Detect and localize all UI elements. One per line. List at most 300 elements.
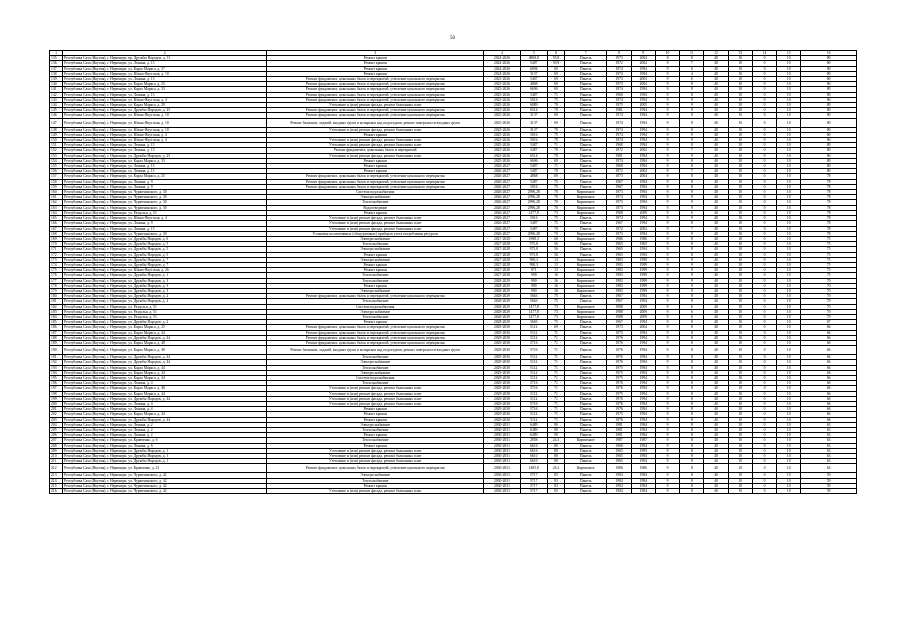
work-type-cell: Теплоснабжение (267, 200, 484, 205)
col-12-cell: 40 (704, 138, 728, 143)
col-13-cell: 10 (728, 381, 752, 386)
material-cell: Панель (565, 325, 607, 330)
score-cell: 66 (801, 340, 857, 345)
col-11-cell: 8 (680, 87, 704, 92)
period-cell: 2025-2026 (484, 153, 520, 158)
col-15-cell: 10 (777, 459, 801, 464)
row-number: 137 (50, 66, 63, 71)
work-type-cell: Ремонт крыши (267, 252, 484, 257)
wear-cell: 69 (547, 71, 564, 76)
build-year-cell: 1973 (607, 325, 631, 330)
col-12-cell: 40 (704, 118, 728, 127)
address-cell: Республика Саха (Якутия), г. Нерюнгри, ул. Южно-Якутская, д. 10 (63, 113, 267, 118)
col-15-cell: 10 (777, 158, 801, 163)
row-number: 140 (50, 82, 63, 87)
col-12-cell: 40 (704, 195, 728, 200)
column-number-cell: 15 (777, 51, 801, 56)
col-10-cell: 9 (655, 355, 679, 360)
col-11-cell: 8 (680, 391, 704, 396)
build-year-cell: 1981 (607, 153, 631, 158)
col-11-cell: 9 (680, 138, 704, 143)
col-12-cell: 40 (704, 335, 728, 340)
address-cell: Республика Саха (Якутия), г. Нерюнгри, ул. Чурапчинского, д. 42 (63, 473, 267, 478)
build-year-cell: 1973 (607, 77, 631, 82)
material-cell: Панель (565, 473, 607, 478)
build-year-cell: 1981 (607, 433, 631, 438)
build-year-cell: 1975 (607, 365, 631, 370)
col-13-cell: 10 (728, 138, 752, 143)
work-type-cell: Теплоснабжение (267, 428, 484, 433)
material-cell: Кирпичное (565, 464, 607, 473)
work-type-cell: Теплоснабжение (267, 365, 484, 370)
col-11-cell: 9 (680, 153, 704, 158)
last-repair-cell: 2009 (631, 314, 655, 319)
material-cell: Панель (565, 179, 607, 184)
work-type-cell: Теплоснабжение (267, 355, 484, 360)
area-cell: 1485,8 (520, 464, 547, 473)
last-repair-cell: 1987 (631, 438, 655, 443)
build-year-cell: 1974 (607, 66, 631, 71)
row-number: 176 (50, 273, 63, 278)
col-14-cell: 0 (752, 478, 776, 483)
address-cell: Республика Саха (Якутия), г. Нерюнгри, ул. Дружбы Народов, д. 2 (63, 299, 267, 304)
last-repair-cell: 1994 (631, 179, 655, 184)
col-14-cell: 0 (752, 396, 776, 401)
col-14-cell: 0 (752, 314, 776, 319)
area-cell: 990 (520, 283, 547, 288)
period-cell: 2025-2026 (484, 132, 520, 137)
address-cell: Республика Саха (Якутия), г. Нерюнгри, ул. Чурапчинского, д. 42 (63, 489, 267, 494)
last-repair-cell: 1994 (631, 132, 655, 137)
col-13-cell: 10 (728, 365, 752, 370)
build-year-cell: 1967 (607, 184, 631, 189)
col-13-cell: 10 (728, 443, 752, 448)
score-cell: 70 (801, 309, 857, 314)
period-cell: 2028-2029 (484, 320, 520, 325)
material-cell: Панель (565, 247, 607, 252)
last-repair-cell: 1994 (631, 402, 655, 407)
build-year-cell: 1973 (607, 56, 631, 61)
col-15-cell: 10 (777, 242, 801, 247)
col-10-cell: 9 (655, 386, 679, 391)
col-14-cell: 0 (752, 138, 776, 143)
material-cell: Кирпичное (565, 268, 607, 273)
col-10-cell: 9 (655, 335, 679, 340)
col-14-cell: 0 (752, 195, 776, 200)
col-11-cell: 8 (680, 473, 704, 478)
area-cell: 5112 (520, 391, 547, 396)
build-year-cell: 1972 (607, 226, 631, 231)
row-number: 196 (50, 381, 63, 386)
col-10-cell: 9 (655, 283, 679, 288)
work-type-cell: Теплоснабжение (267, 478, 484, 483)
material-cell: Панель (565, 77, 607, 82)
col-15-cell: 10 (777, 325, 801, 330)
wear-cell: 70 (547, 190, 564, 195)
period-cell: 2026-2027 (484, 216, 520, 221)
wear-cell: 71 (547, 355, 564, 360)
col-12-cell: 40 (704, 226, 728, 231)
period-cell: 2030-2031 (484, 428, 520, 433)
col-11-cell: 8 (680, 179, 704, 184)
score-cell: 80 (801, 108, 857, 113)
wear-cell: 71 (547, 407, 564, 412)
wear-cell: 69 (547, 325, 564, 330)
row-number: 186 (50, 325, 63, 330)
period-cell: 2024-2026 (484, 66, 520, 71)
period-cell: 2026-2027 (484, 221, 520, 226)
last-repair-cell: 1984 (631, 489, 655, 494)
area-cell: 5487 (520, 169, 547, 174)
page-number: 50 (450, 36, 455, 41)
col-14-cell: 0 (752, 443, 776, 448)
work-type-cell: Утепление и (или) ремонт фасада, ремонт балконных плит (267, 153, 484, 158)
build-year-cell: 1975 (607, 103, 631, 108)
area-cell: 5112 (520, 417, 547, 422)
table-body (50, 51, 857, 494)
address-cell: Республика Саха (Якутия), г. Нерюнгри, ул. Ленина, д. 15 (63, 169, 267, 174)
row-number: 181 (50, 299, 63, 304)
wear-cell: 90 (547, 422, 564, 427)
period-cell: 2027-2028 (484, 236, 520, 241)
wear-cell: 71 (547, 412, 564, 417)
col-12-cell: 40 (704, 320, 728, 325)
period-cell: 2025-2026 (484, 143, 520, 148)
col-13-cell: 10 (728, 216, 752, 221)
address-cell: Республика Саха (Якутия), г. Нерюнгри, ул. Южно-Якутская, д. 4 (63, 138, 267, 143)
col-12-cell: 40 (704, 132, 728, 137)
score-cell: 75 (801, 236, 857, 241)
build-year-cell: 1968 (607, 92, 631, 97)
col-14-cell: 0 (752, 205, 776, 210)
col-15-cell: 10 (777, 309, 801, 314)
material-cell: Панель (565, 381, 607, 386)
col-15-cell: 10 (777, 340, 801, 345)
col-11-cell: 9 (680, 273, 704, 278)
col-10-cell: 9 (655, 365, 679, 370)
period-cell: 2029-2030 (484, 417, 520, 422)
col-14-cell: 0 (752, 325, 776, 330)
period-cell: 2025-2026 (484, 127, 520, 132)
col-12-cell: 40 (704, 464, 728, 473)
row-number: 162 (50, 200, 63, 205)
last-repair-cell: 2004 (631, 82, 655, 87)
wear-cell: 70 (547, 103, 564, 108)
score-cell: 59 (801, 489, 857, 494)
area-cell: 1988,3 (520, 236, 547, 241)
col-15-cell: 10 (777, 448, 801, 453)
period-cell: 2029-2030 (484, 355, 520, 360)
score-cell: 66 (801, 346, 857, 355)
col-10-cell: 9 (655, 417, 679, 422)
col-10-cell: 9 (655, 262, 679, 267)
last-repair-cell: 1994 (631, 216, 655, 221)
col-11-cell: 9 (680, 103, 704, 108)
score-cell: 78 (801, 210, 857, 215)
build-year-cell: 1967 (607, 179, 631, 184)
col-12-cell: 40 (704, 71, 728, 76)
row-number: 142 (50, 92, 63, 97)
row-number: 199 (50, 396, 63, 401)
score-cell: 66 (801, 402, 857, 407)
score-cell: 80 (801, 148, 857, 153)
col-12-cell: 40 (704, 407, 728, 412)
wear-cell: 56 (547, 252, 564, 257)
period-cell: 2026-2027 (484, 174, 520, 179)
row-number: 184 (50, 314, 63, 319)
col-13-cell: 10 (728, 108, 752, 113)
period-cell: 2030-2031 (484, 433, 520, 438)
material-cell: Панель (565, 226, 607, 231)
score-cell: 66 (801, 386, 857, 391)
col-11-cell: 8 (680, 174, 704, 179)
col-15-cell: 10 (777, 391, 801, 396)
col-13-cell: 10 (728, 158, 752, 163)
material-cell: Панель (565, 113, 607, 118)
col-15-cell: 10 (777, 127, 801, 132)
score-cell: 75 (801, 252, 857, 257)
col-12-cell: 40 (704, 92, 728, 97)
col-12-cell: 40 (704, 127, 728, 132)
col-11-cell: 6 (680, 66, 704, 71)
col-11-cell: 9 (680, 108, 704, 113)
work-type-cell: Ремонт крыши (267, 66, 484, 71)
col-10-cell: 9 (655, 61, 679, 66)
build-year-cell: 1974 (607, 132, 631, 137)
work-type-cell: Ремонт балконов, лоджий, входных групп и козырьков над подъездами, ремонт поверхности входных групп (267, 346, 484, 355)
col-14-cell: 0 (752, 242, 776, 247)
col-11-cell: 8 (680, 158, 704, 163)
col-11-cell: 8 (680, 346, 704, 355)
build-year-cell: 1987 (607, 438, 631, 443)
address-cell: Республика Саха (Якутия), г. Нерюнгри, ул. Карла Маркса, д. 37 (63, 66, 267, 71)
wear-cell: 56 (547, 247, 564, 252)
build-year-cell: 1983 (607, 257, 631, 262)
material-cell: Панель (565, 132, 607, 137)
col-14-cell: 0 (752, 92, 776, 97)
area-cell: 5112 (520, 335, 547, 340)
build-year-cell: 1967 (607, 299, 631, 304)
col-15-cell: 10 (777, 428, 801, 433)
period-cell: 2028-2029 (484, 314, 520, 319)
score-cell: 67 (801, 320, 857, 325)
row-number: 136 (50, 61, 63, 66)
work-type-cell: Электроснабжение (267, 257, 484, 262)
col-14-cell: 0 (752, 221, 776, 226)
material-cell: Панель (565, 118, 607, 127)
col-13-cell: 10 (728, 375, 752, 380)
row-number: 147 (50, 118, 63, 127)
build-year-cell: 1983 (607, 262, 631, 267)
wear-cell: 70 (547, 148, 564, 153)
col-13-cell: 10 (728, 288, 752, 293)
material-cell: Панель (565, 330, 607, 335)
col-13-cell: 10 (728, 82, 752, 87)
col-14-cell: 0 (752, 127, 776, 132)
col-15-cell: 10 (777, 330, 801, 335)
score-cell: 78 (801, 200, 857, 205)
address-cell: Республика Саха (Якутия), г. Нерюнгри, ул. Дружбы Народов, д. 25 (63, 108, 267, 113)
col-10-cell: 9 (655, 87, 679, 92)
score-cell: 75 (801, 268, 857, 273)
col-13-cell: 10 (728, 236, 752, 241)
material-cell: Кирпичное (565, 283, 607, 288)
last-repair-cell: 1984 (631, 483, 655, 488)
row-number: 175 (50, 268, 63, 273)
work-type-cell: Система водоснабжения (267, 304, 484, 309)
col-12-cell: 40 (704, 164, 728, 169)
col-15-cell: 10 (777, 195, 801, 200)
period-cell: 2026-2027 (484, 231, 520, 236)
work-type-cell: Теплоснабжение (267, 438, 484, 443)
period-cell: 2028-2029 (484, 288, 520, 293)
col-12-cell: 40 (704, 355, 728, 360)
address-cell: Республика Саха (Якутия), г. Нерюнгри, ул. Карла Маркса, д. 25 (63, 325, 267, 330)
work-type-cell: Утепление и (или) ремонт фасада, ремонт балконных плит (267, 459, 484, 464)
col-11-cell: 9 (680, 231, 704, 236)
score-cell: 80 (801, 158, 857, 163)
score-cell: 80 (801, 87, 857, 92)
work-type-cell: Утепление и (или) ремонт фасада, ремонт балконных плит (267, 396, 484, 401)
area-cell: 4869,8 (520, 56, 547, 61)
col-11-cell: 8 (680, 340, 704, 345)
wear-cell: 70 (547, 195, 564, 200)
score-cell: 75 (801, 247, 857, 252)
area-cell: 5716 (520, 340, 547, 345)
area-cell: 2858 (520, 438, 547, 443)
wear-cell: 75 (547, 294, 564, 299)
wear-cell: 90 (547, 433, 564, 438)
row-number: 141 (50, 87, 63, 92)
address-cell: Республика Саха (Якутия), г. Нерюнгри, ул. Ленина, д. 13 (63, 143, 267, 148)
row-number: 171 (50, 247, 63, 252)
build-year-cell: 1975 (607, 370, 631, 375)
build-year-cell: 1976 (607, 402, 631, 407)
col-13-cell: 10 (728, 340, 752, 345)
wear-cell: 83 (547, 489, 564, 494)
score-cell: 66 (801, 365, 857, 370)
material-cell: Панель (565, 402, 607, 407)
address-cell: Республика Саха (Якутия), г. Нерюнгри, ул. Карла Маркса, д. 44 (63, 412, 267, 417)
area-cell: 6489 (520, 428, 547, 433)
work-type-cell: Ремонт фундамента, цокольных балок и перекрытий, утепление цокольного перекрытия (267, 82, 484, 87)
col-10-cell: 9 (655, 153, 679, 158)
address-cell: Республика Саха (Якутия), г. Нерюнгри, ул. Чурапчинского, д. 30 (63, 200, 267, 205)
address-cell: Республика Саха (Якутия), г. Нерюнгри, ул. Южно-Якутская, д. 10 (63, 127, 267, 132)
work-type-cell: Ремонт фундамента, цокольных балок и перекрытий, утепление цокольного перекрытия (267, 113, 484, 118)
area-cell: 2996,28 (520, 205, 547, 210)
col-12-cell: 40 (704, 268, 728, 273)
wear-cell: 69 (547, 158, 564, 163)
last-repair-cell: 1984 (631, 422, 655, 427)
col-10-cell: 9 (655, 360, 679, 365)
row-number: 208 (50, 443, 63, 448)
row-number: 212 (50, 464, 63, 473)
build-year-cell: 1986 (607, 236, 631, 241)
work-type-cell: Ремонт фундамента, цокольных балок и перекрытий, утепление цокольного перекрытия (267, 325, 484, 330)
address-cell: Республика Саха (Якутия), г. Нерюнгри, ул. Ленина, д. 13 (63, 92, 267, 97)
address-cell: Республика Саха (Якутия), г. Нерюнгри, ул. Южно-Якутская, д. 4 (63, 97, 267, 102)
col-10-cell: 9 (655, 118, 679, 127)
col-15-cell: 10 (777, 417, 801, 422)
col-10-cell: 9 (655, 330, 679, 335)
work-type-cell: Ремонт фундамента, цокольных балок и перекрытий, утепление цокольного перекрытия (267, 97, 484, 102)
period-cell: 2030-2031 (484, 459, 520, 464)
period-cell: 2025-2026 (484, 158, 520, 163)
col-10-cell: 9 (655, 82, 679, 87)
last-repair-cell: 1984 (631, 433, 655, 438)
address-cell: Республика Саха (Якутия), г. Нерюнгри, ул. Ленина, д. 6 (63, 443, 267, 448)
address-cell: Республика Саха (Якутия), г. Нерюнгри, ул. Ленина, д. 9 (63, 221, 267, 226)
material-cell: Панель (565, 87, 607, 92)
column-number-cell: 11 (680, 51, 704, 56)
build-year-cell: 1976 (607, 417, 631, 422)
work-type-cell: Утепление и (или) ремонт фасада, ремонт балконных плит (267, 221, 484, 226)
wear-cell: 71 (547, 381, 564, 386)
address-cell: Республика Саха (Якутия), г. Нерюнгри, ул. Раздолья, д. 51 (63, 210, 267, 215)
col-13-cell: 10 (728, 273, 752, 278)
work-type-cell: Ремонт фундамента, цокольных балок и перекрытий, утепление цокольного перекрытия (267, 108, 484, 113)
work-type-cell: Ремонт фундамента, цокольных балок и перекрытий, утепление цокольного перекрытия (267, 77, 484, 82)
col-10-cell: 9 (655, 473, 679, 478)
wear-cell: 59,9 (547, 61, 564, 66)
material-cell: Панель (565, 478, 607, 483)
col-11-cell: 9 (680, 283, 704, 288)
area-cell: 5716 (520, 381, 547, 386)
build-year-cell: 1965 (607, 242, 631, 247)
row-number: 154 (50, 158, 63, 163)
col-14-cell: 0 (752, 143, 776, 148)
col-12-cell: 40 (704, 210, 728, 215)
col-13-cell: 10 (728, 489, 752, 494)
period-cell: 2025-2026 (484, 92, 520, 97)
col-11-cell: 8 (680, 299, 704, 304)
work-type-cell: Ремонт крыши (267, 61, 484, 66)
col-11-cell: 9 (680, 262, 704, 267)
last-repair-cell: 1999 (631, 262, 655, 267)
material-cell: Панель (565, 483, 607, 488)
period-cell: 2027-2028 (484, 262, 520, 267)
col-11-cell: 8 (680, 370, 704, 375)
col-13-cell: 10 (728, 325, 752, 330)
col-11-cell: 8 (680, 118, 704, 127)
col-15-cell: 10 (777, 108, 801, 113)
col-12-cell: 40 (704, 221, 728, 226)
row-number: 209 (50, 448, 63, 453)
material-cell: Панель (565, 153, 607, 158)
material-cell: Панель (565, 56, 607, 61)
col-12-cell: 40 (704, 438, 728, 443)
col-10-cell: 9 (655, 77, 679, 82)
work-type-cell: Ремонт фундамента, цокольных балок и перекрытий, утепление цокольного перекрытия (267, 174, 484, 179)
col-10-cell: 9 (655, 314, 679, 319)
work-type-cell: Ремонт крыши (267, 210, 484, 215)
period-cell: 2025-2026 (484, 103, 520, 108)
col-14-cell: 0 (752, 184, 776, 189)
area-cell: 5717 (520, 483, 547, 488)
material-cell: Панель (565, 489, 607, 494)
area-cell: 5112 (520, 355, 547, 360)
col-14-cell: 0 (752, 459, 776, 464)
score-cell: 80 (801, 153, 857, 158)
period-cell: 2026-2027 (484, 190, 520, 195)
col-13-cell: 10 (728, 127, 752, 132)
wear-cell: 71 (547, 360, 564, 365)
col-10-cell: 9 (655, 179, 679, 184)
col-13-cell: 10 (728, 438, 752, 443)
period-cell: 2029-2030 (484, 330, 520, 335)
col-15-cell: 10 (777, 412, 801, 417)
